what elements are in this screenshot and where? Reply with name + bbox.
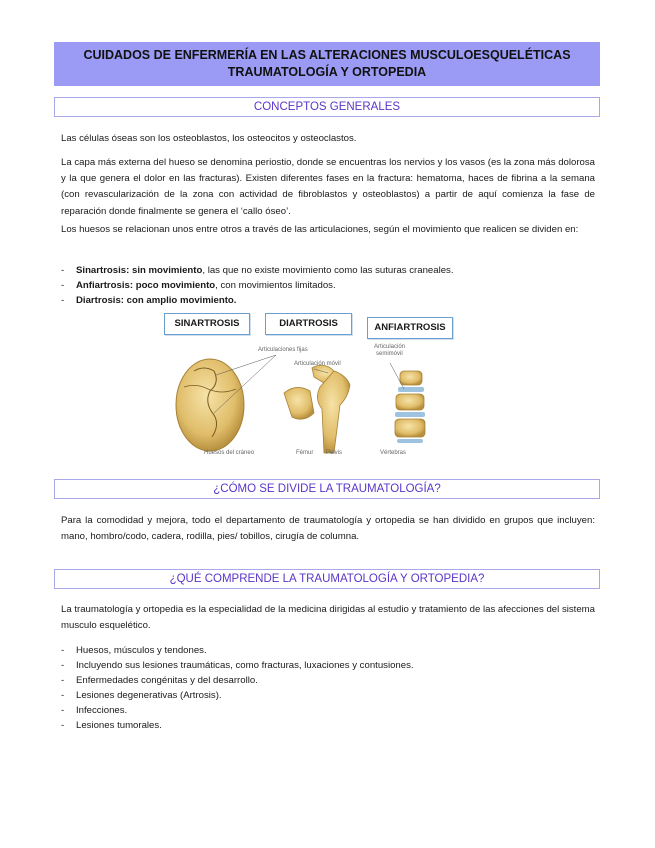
- list-item: - Anfiartrosis: poco movimiento, con movimientos limitados.: [61, 278, 595, 293]
- joint-type-list: [61, 263, 595, 308]
- paragraph-celulas: Las células óseas son los osteoblastos, los osteocitos y osteoclastos.: [61, 133, 357, 144]
- disc-1: [398, 387, 424, 392]
- list-item: - Enfermedades congénitas y del desarrollo.: [61, 673, 595, 688]
- pelvis-wing: [284, 387, 314, 419]
- section-heading-divide: ¿CÓMO SE DIVIDE LA TRAUMATOLOGÍA?: [54, 479, 600, 499]
- list-item: - Lesiones tumorales.: [61, 718, 595, 733]
- annotation-semimovil-2: semimóvil: [376, 351, 403, 357]
- femur-shape: [317, 371, 350, 453]
- label-diartrosis: DIARTROSIS: [265, 313, 352, 335]
- title-line-1: CUIDADOS DE ENFERMERÍA EN LAS ALTERACIONES MUSCULOESQUELÉTICAS: [83, 48, 571, 62]
- list-item: - Sinartrosis: sin movimiento, las que no existe movimiento como las suturas craneales.: [61, 263, 595, 278]
- section-heading-conceptos: CONCEPTOS GENERALES: [54, 97, 600, 117]
- list-item: - Diartrosis: con amplio movimiento.: [61, 293, 595, 308]
- document-title: [54, 42, 600, 86]
- annotation-movil: Articulación móvil: [294, 361, 341, 367]
- annotation-femur: Fémur: [296, 450, 314, 456]
- annotation-vertebras: Vértebras: [380, 450, 407, 456]
- annotation-semimovil-1: Articulación: [374, 344, 406, 350]
- label-sinartrosis: SINARTROSIS: [164, 313, 250, 335]
- label-anfiartrosis: ANFIARTROSIS: [367, 317, 453, 339]
- section-heading-comprende: ¿QUÉ COMPRENDE LA TRAUMATOLOGÍA Y ORTOPEDIA?: [54, 569, 600, 589]
- vertebra-2: [396, 394, 424, 410]
- paragraph-comprende: La traumatología y ortopedia es la especialidad de la medicina dirigidas al estudio y tratamiento de las afecciones del sistema musculo esquelético.: [61, 604, 595, 632]
- annotation-craneo: Huesos del cráneo: [204, 450, 255, 456]
- paragraph-divide: Para la comodidad y mejora, todo el departamento de traumatología y ortopedia se han dividido en grupos que incluyen: mano, hombro/codo, cadera, rodilla, pies/ tobillos, cirugía de columna.: [61, 515, 595, 543]
- annotation-fijas: Articulaciones fijas: [258, 347, 308, 353]
- disc-3: [397, 439, 423, 443]
- joints-illustration: [164, 313, 464, 463]
- skull-shape: [176, 359, 244, 451]
- paragraph-periostio: La capa más externa del hueso se denomina periostio, donde se encuentras los nervios y los vasos (es la zona más dolorosa y la que genera el dolor en las fracturas). Existen diferentes fases en la fractura: hematoma, haces de fibrina a la semana (con revascularización de la zona con actividad de fibroblastos y osteoblastos) a partir de aquí comienza la fase de reparación donde finalmente se genera el ‘callo óseo’.: [61, 157, 595, 217]
- list-item: - Incluyendo sus lesiones traumáticas, como fracturas, luxaciones y contusiones.: [61, 658, 595, 673]
- vertebra-1: [400, 371, 422, 385]
- disc-2: [395, 412, 425, 417]
- list-item: - Infecciones.: [61, 703, 595, 718]
- list-item: - Lesiones degenerativas (Artrosis).: [61, 688, 595, 703]
- paragraph-articulaciones: Los huesos se relacionan unos entre otros a través de las articulaciones, según el movimiento que realicen se dividen en:: [61, 224, 579, 235]
- joints-figure: [164, 313, 464, 463]
- vertebra-3: [395, 419, 425, 437]
- list-item: - Huesos, músculos y tendones.: [61, 643, 595, 658]
- title-line-2: TRAUMATOLOGÍA Y ORTOPEDIA: [227, 65, 427, 79]
- comprende-list: [61, 643, 595, 733]
- annotation-pelvis: Pelvis: [326, 450, 343, 456]
